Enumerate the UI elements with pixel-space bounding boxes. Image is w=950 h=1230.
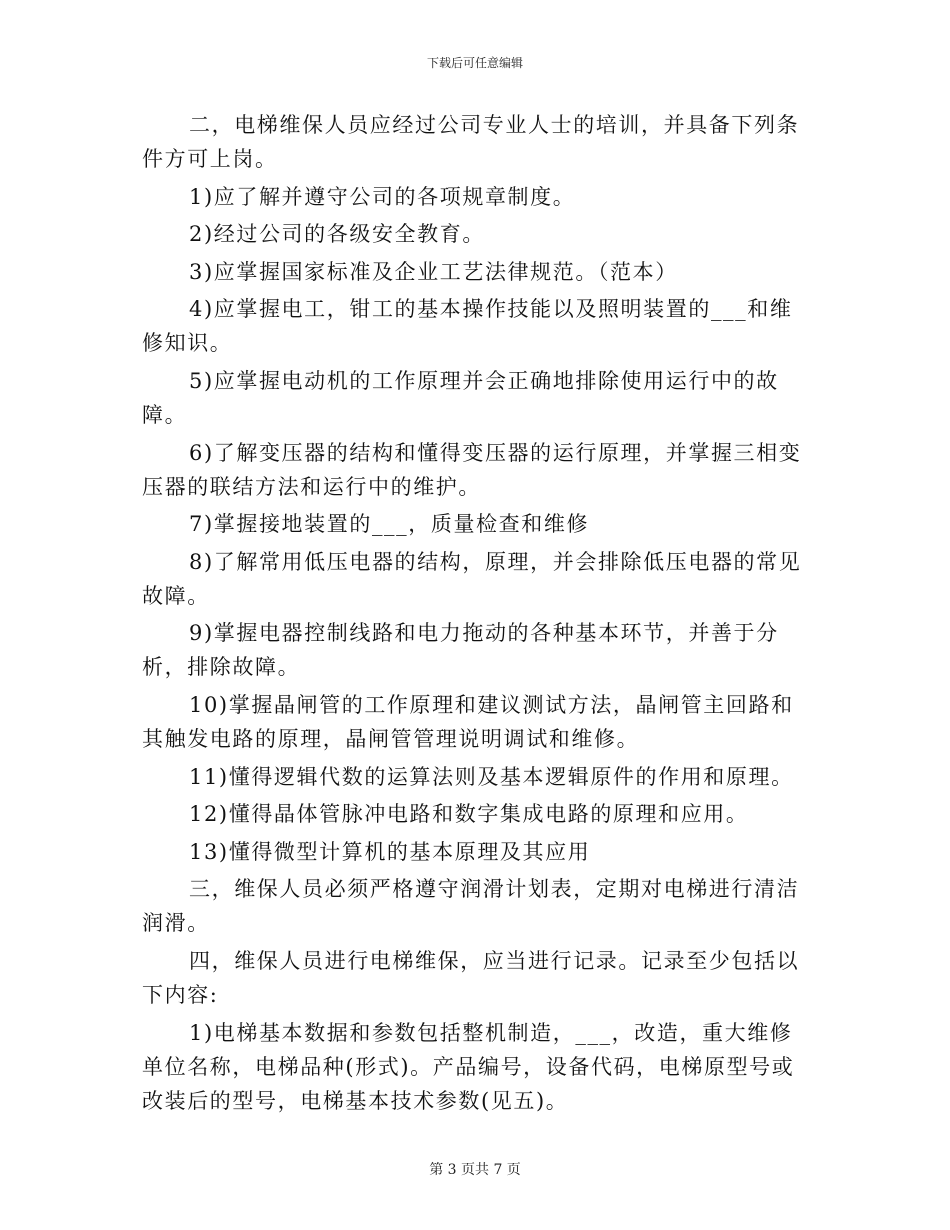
paragraph: 6)了解变压器的结构和懂得变压器的运行原理，并掌握三相变压器的联结方法和运行中的维护。 — [142, 440, 802, 499]
paragraph: 8)了解常用低压电器的结构，原理，并会排除低压电器的常见故障。 — [142, 549, 802, 608]
paragraph: 12)懂得晶体管脉冲电路和数字集成电路的原理和应用。 — [189, 802, 749, 827]
paragraph: 四，维保人员进行电梯维保，应当进行记录。记录至少包括以下内容: — [142, 948, 800, 1007]
document-body — [142, 108, 810, 1121]
paragraph: 10)掌握晶闸管的工作原理和建议测试方法，晶闸管主回路和其触发电路的原理，晶闸管管理说明调试和维修。 — [142, 692, 794, 751]
paragraph: 7)掌握接地装置的___，质量检查和维修 — [189, 512, 590, 537]
paragraph: 11)懂得逻辑代数的运算法则及基本逻辑原件的作用和原理。 — [189, 764, 794, 789]
page-footer: 第 3 页共 7 页 — [429, 1162, 521, 1178]
paragraph: 13)懂得微型计算机的基本原理及其应用 — [189, 839, 591, 864]
paragraph: 1)应了解并遵守公司的各项规章制度。 — [189, 184, 576, 209]
paragraph: 1)电梯基本数据和参数包括整机制造，___，改造，重大维修单位名称，电梯品种(形式)。产品编号，设备代码，电梯原型号或改装后的型号，电梯基本技术参数(见五)。 — [142, 1020, 795, 1113]
paragraph: 3)应掌握国家标准及企业工艺法律规范。（范本） — [189, 259, 678, 284]
paragraph: 9)掌握电器控制线路和电力拖动的各种基本环节，并善于分析，排除故障。 — [142, 621, 779, 680]
paragraph: 5)应掌握电动机的工作原理并会正确地排除使用运行中的故障。 — [142, 368, 779, 427]
paragraph: 二，电梯维保人员应经过公司专业人士的培训，并具备下列条件方可上岗。 — [142, 113, 800, 171]
paragraph: 4)应掌握电工，钳工的基本操作技能以及照明装置的___和维修知识。 — [142, 297, 793, 356]
paragraph: 2)经过公司的各级安全教育。 — [189, 222, 485, 247]
page-header: 下载后可任意编辑 — [426, 56, 523, 70]
paragraph: 三，维保人员必须严格遵守润滑计划表，定期对电梯进行清洁润滑。 — [142, 877, 800, 936]
